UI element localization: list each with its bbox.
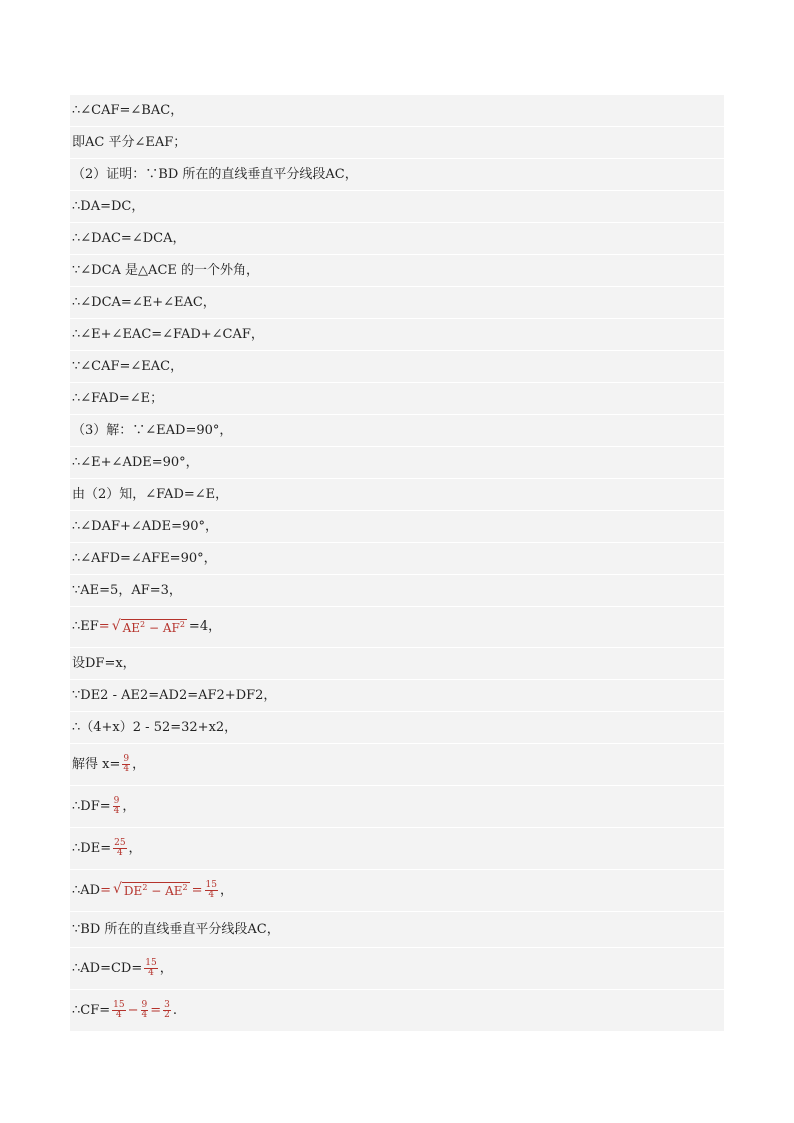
radicand — [122, 882, 190, 899]
minus-sign: − — [145, 620, 163, 635]
radicand-term: AE — [165, 884, 183, 899]
ad-equals-2: = — [191, 882, 203, 898]
text-line: （2）证明：∵BD 所在的直线垂直平分线段AC， — [70, 159, 724, 191]
denominator: 4 — [208, 890, 215, 900]
sqrt-icon: √ — [113, 881, 122, 898]
denominator: 4 — [116, 848, 123, 858]
fraction — [112, 1001, 125, 1021]
sqrt-icon: √ — [111, 617, 121, 634]
df-equals: = — [99, 798, 111, 814]
x-solution-line — [70, 744, 724, 786]
radicand-term: AE — [122, 620, 141, 635]
text-line: ∴DA=DC， — [70, 191, 724, 223]
radicand-term: AF — [162, 620, 180, 635]
numerator: 15 — [145, 957, 157, 968]
exponent: 2 — [182, 883, 188, 893]
exponent: 2 — [140, 619, 146, 629]
de-line — [70, 828, 724, 870]
text-line: ∴∠CAF=∠BAC， — [70, 95, 724, 127]
text-line: ∴∠DCA=∠E+∠EAC， — [70, 287, 724, 319]
numerator: 3 — [164, 999, 170, 1010]
text-line: 即AC 平分∠EAF； — [70, 127, 724, 159]
cf-line — [70, 990, 724, 1032]
text-line: ∴∠E+∠ADE=90°， — [70, 447, 724, 479]
radicand — [121, 619, 187, 636]
ad-formula-line — [70, 870, 724, 912]
cd-line — [70, 948, 724, 990]
fraction — [205, 881, 218, 901]
denominator: 4 — [123, 764, 130, 774]
cd-tail: ， — [159, 960, 173, 976]
text-line: ∵∠CAF=∠EAC， — [70, 351, 724, 383]
cf-tail: . — [172, 1002, 178, 1018]
numerator: 9 — [113, 795, 120, 806]
radicand-term: DE — [123, 884, 143, 899]
exponent: 2 — [179, 619, 185, 629]
fraction — [141, 1001, 149, 1021]
numerator: 15 — [205, 879, 217, 890]
ef-result: =4， — [188, 619, 222, 635]
text-line: ∴∠DAC=∠DCA， — [70, 223, 724, 255]
minus-sign: − — [147, 884, 166, 899]
text-line: ∴（4+x）2 - 52=32+x2， — [70, 712, 724, 744]
de-equals: = — [100, 840, 112, 856]
denominator: 4 — [113, 806, 120, 816]
text-line: ∵DE2 - AE2=AD2=AF2+DF2， — [70, 680, 724, 712]
cf-equals-2: = — [150, 1002, 162, 1018]
cd-equals: = — [131, 960, 143, 976]
cf-lhs: ∴CF — [72, 1002, 100, 1018]
denominator: 4 — [148, 968, 154, 978]
df-line — [70, 786, 724, 828]
text-line: ∵AE=5，AF=3， — [70, 575, 724, 607]
df-lhs: ∴DF — [72, 798, 100, 814]
cf-equals: = — [99, 1002, 111, 1018]
cd-lhs: ∴AD=CD — [72, 960, 132, 976]
text-line: ∵BD 所在的直线垂直平分线段AC， — [70, 912, 724, 948]
x-tail: ， — [132, 756, 146, 772]
sqrt-expression — [112, 619, 187, 636]
ef-equals: = — [98, 619, 110, 635]
numerator: 15 — [113, 999, 125, 1010]
numerator: 9 — [141, 999, 148, 1010]
numerator: 9 — [123, 753, 130, 764]
de-tail: ， — [128, 840, 142, 856]
fraction — [113, 839, 126, 859]
denominator: 2 — [164, 1010, 170, 1020]
ad-lhs: ∴AD — [72, 882, 101, 898]
ef-lhs: ∴EF — [72, 619, 99, 635]
text-line: ∴∠AFD=∠AFE=90°， — [70, 543, 724, 575]
text-line: （3）解：∵∠EAD=90°， — [70, 415, 724, 447]
text-line: 设DF=x， — [70, 648, 724, 680]
df-tail: ， — [122, 798, 136, 814]
minus-sign: − — [127, 1002, 139, 1018]
fraction — [113, 797, 121, 817]
text-line: 由（2）知，∠FAD=∠E， — [70, 479, 724, 511]
de-lhs: ∴DE — [72, 840, 101, 856]
x-lhs: 解得 x — [72, 756, 110, 772]
sqrt-expression — [113, 882, 190, 899]
denominator: 4 — [141, 1010, 148, 1020]
fraction — [163, 1001, 171, 1021]
fraction — [122, 755, 130, 775]
text-line: ∴∠DAF+∠ADE=90°， — [70, 511, 724, 543]
denominator: 4 — [116, 1010, 122, 1020]
ad-tail: ， — [219, 882, 233, 898]
x-equals: = — [109, 756, 121, 772]
text-line: ∴∠E+∠EAC=∠FAD+∠CAF， — [70, 319, 724, 351]
fraction — [144, 959, 157, 979]
ef-formula-line — [70, 607, 724, 648]
text-line: ∴∠FAD=∠E； — [70, 383, 724, 415]
exponent: 2 — [142, 883, 148, 893]
solution-block — [70, 95, 724, 1032]
text-line: ∵∠DCA 是△ACE 的一个外角， — [70, 255, 724, 287]
numerator: 25 — [114, 837, 126, 848]
ad-equals: = — [100, 882, 111, 898]
